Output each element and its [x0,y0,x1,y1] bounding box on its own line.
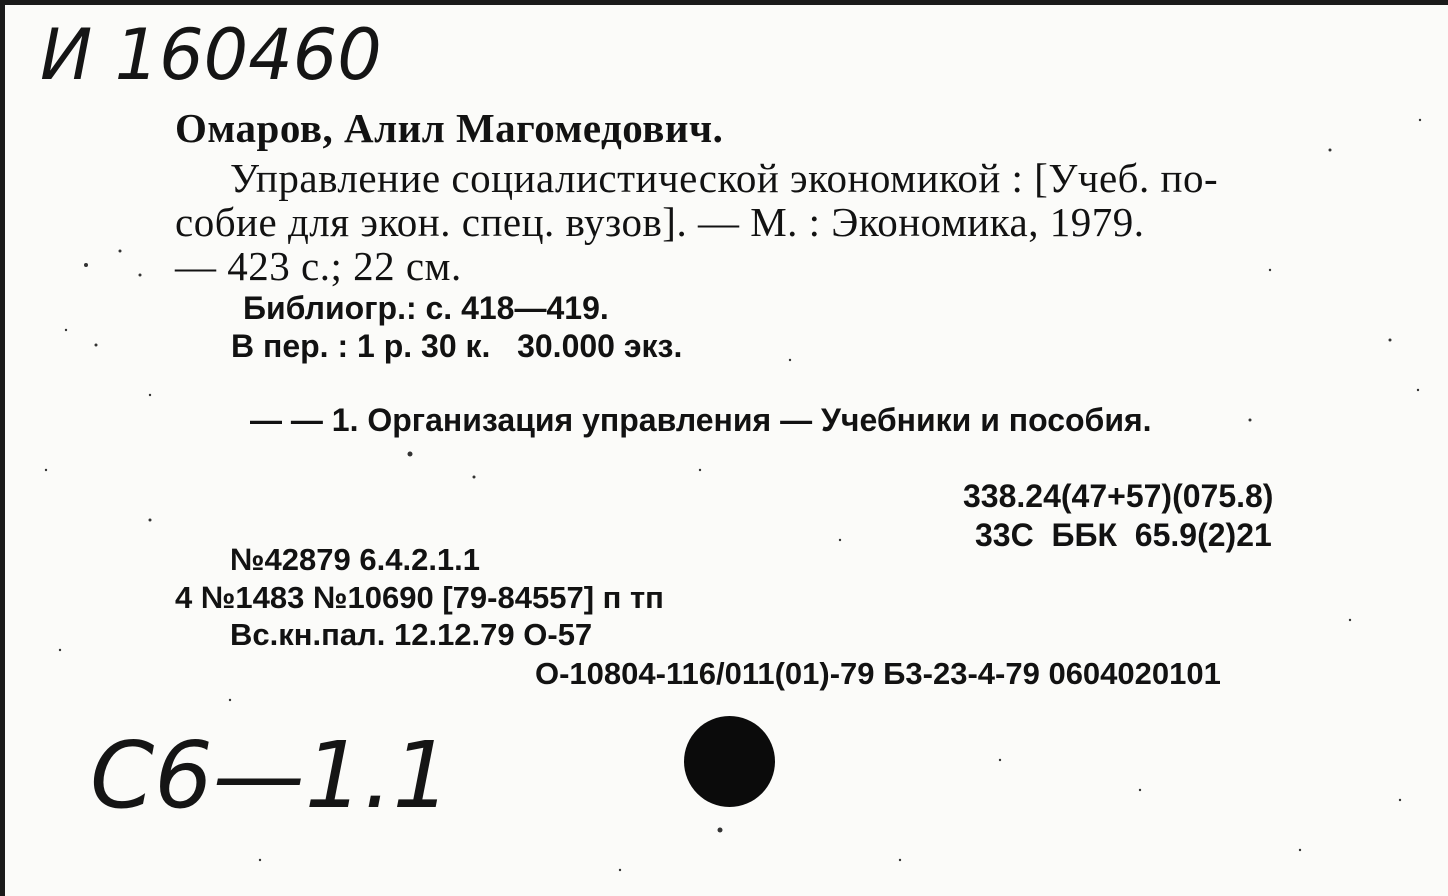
publication-code: О-10804-116/011(01)-79 Б3-23-4-79 0604020101 [535,656,1221,691]
order-line: 4 №1483 №10690 [79-84557] п тп [175,580,664,615]
author-name: Омаров, Алил Магомедович. [175,105,724,151]
bbk-index: 33С ББК 65.9(2)21 [975,517,1272,553]
title-line-1: Управление социалистической экономикой : [Учеб. по- [230,155,1219,201]
card-left-edge [0,0,5,896]
price-note: В пер. : 1 р. 30 к. 30.000 экз. [231,328,683,364]
chamber-line: Вс.кн.пал. 12.12.79 О-57 [230,617,593,652]
handwritten-shelf-mark: С6—1.1 [90,722,452,829]
bibliography-note: Библиогр.: с. 418—419. [243,290,609,326]
title-line-2: собие для экон. спец. вузов]. — М. : Экономика, 1979. [175,199,1145,245]
title-line-3: — 423 с.; 22 см. [175,243,462,289]
subject-heading: — — 1. Организация управления — Учебники и пособия. [250,402,1152,438]
udc-index: 338.24(47+57)(075.8) [963,478,1274,514]
punch-hole [684,716,775,807]
card-number: №42879 6.4.2.1.1 [230,542,481,577]
handwritten-accession-number: И 160460 [40,14,382,96]
card-top-edge [0,0,1448,5]
